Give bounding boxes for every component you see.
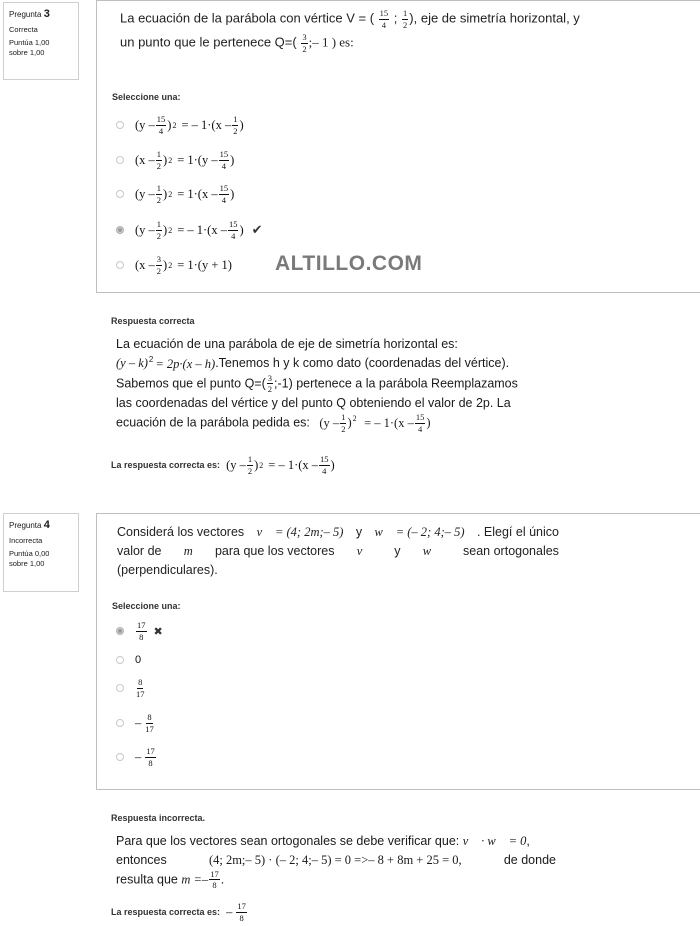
fraction: $\frac{1}{2}$ bbox=[341, 412, 346, 434]
answer-option-d[interactable]: (y – $\frac{1}{2}$ ) 2 = – 1·(x – $\frac{15}{4}$ ) ✔ bbox=[116, 220, 263, 240]
fraction: $\frac{8}{17}$ bbox=[145, 712, 154, 734]
select-one-label: Seleccione una: bbox=[112, 92, 181, 102]
question-line-2: un punto que le pertenece Q=( $\frac{3}{2}$ ;– 1 ) es: bbox=[120, 32, 354, 54]
question-text-3 bbox=[120, 9, 680, 53]
question-info-4 bbox=[3, 513, 79, 592]
radio-button[interactable] bbox=[116, 719, 124, 727]
fraction: $\frac{1}{2}$ bbox=[247, 454, 253, 476]
answer-option-b[interactable]: (x – $\frac{1}{2}$ ) 2 = 1·(y – $\frac{15}{4}$ ) bbox=[116, 150, 234, 170]
question-line-1: La ecuación de la parábola con vértice V = ( $\frac{15}{4}$ ; $\frac{1}{2}$ ), eje de simetría horizontal, y bbox=[120, 8, 580, 30]
fraction: $\frac{1}{2}$ bbox=[156, 183, 162, 205]
question-text-4: Considerá los vectores v⃗ = (4; 2m;– 5) y w⃗ = (– 2; 4;– 5) . Elegí el único valor de m para que los vectores v⃗ y w⃗ sean ortogonales (perpendiculares). bbox=[117, 525, 559, 577]
answer-option-a[interactable] bbox=[116, 621, 163, 641]
question-info-3 bbox=[3, 2, 79, 80]
question-score: Puntúa 0,00 sobre 1,00 bbox=[9, 548, 50, 569]
question-status: Correcta bbox=[9, 24, 38, 34]
answer-option-a[interactable]: (y – $\frac{15}{4}$ ) 2 = – 1·(x – $\frac{1}{2}$ ) bbox=[116, 115, 244, 135]
fraction: $\frac{3}{2}$ bbox=[302, 32, 307, 54]
fraction: $\frac{17}{8}$ bbox=[237, 901, 246, 923]
radio-button[interactable] bbox=[116, 156, 124, 164]
radio-button[interactable] bbox=[116, 261, 124, 269]
answer-option-e[interactable]: – $\frac{17}{8}$ bbox=[116, 747, 157, 767]
radio-button[interactable] bbox=[116, 753, 124, 761]
select-one-label: Seleccione una: bbox=[112, 601, 181, 611]
question-number: Pregunta 3 bbox=[9, 8, 50, 20]
feedback-text: Para que los vectores sean ortogonales se debe verificar que: v⃗ · w⃗ = 0, entonces (4; 2m;– 5) · (– 2; 4;– 5) = 0 =>– 8 + 8m + 25 = 0, de donde resulta que m =– $\frac{17}{8}$ . bbox=[116, 834, 556, 890]
fraction: $\frac{3}{2}$ bbox=[156, 254, 162, 276]
radio-button[interactable] bbox=[116, 121, 124, 129]
checkmark-icon: ✔ bbox=[251, 222, 263, 238]
fraction: $\frac{17}{8}$ bbox=[137, 620, 146, 642]
fraction: $\frac{15}{4}$ bbox=[320, 454, 329, 476]
answer-option-c[interactable]: (y – $\frac{1}{2}$ ) 2 = 1·(x – $\frac{15}{4}$ ) bbox=[116, 184, 234, 204]
fraction: $\frac{15}{4}$ bbox=[379, 8, 389, 30]
fraction: $\frac{15}{4}$ bbox=[219, 183, 229, 205]
fraction: $\frac{8}{17}$ bbox=[136, 677, 145, 699]
correct-answer: La respuesta correcta es: – $\frac{17}{8}$ bbox=[111, 901, 246, 923]
radio-button[interactable] bbox=[116, 656, 124, 664]
fraction: $\frac{1}{2}$ bbox=[403, 8, 408, 30]
fraction: $\frac{15}{4}$ bbox=[219, 149, 229, 171]
question-score: Puntúa 1,00 sobre 1,00 bbox=[9, 37, 50, 58]
radio-button[interactable] bbox=[116, 190, 124, 198]
feedback-label: Respuesta correcta bbox=[111, 316, 195, 326]
fraction: $\frac{1}{2}$ bbox=[233, 114, 238, 136]
fraction: $\frac{1}{2}$ bbox=[156, 219, 162, 241]
radio-button-selected[interactable] bbox=[116, 627, 124, 635]
answer-option-c[interactable] bbox=[116, 678, 146, 698]
radio-button-selected[interactable] bbox=[116, 226, 124, 234]
cross-icon: ✖ bbox=[153, 624, 163, 638]
question-number: Pregunta 4 bbox=[9, 519, 50, 531]
feedback-text: La ecuación de una parábola de eje de simetría horizontal es: (y – k)$^2$ = 2p·(x – h).Tenemos h y k como dato (coordenadas del vértice). Sabemos que el punto Q=( $\frac{3}{2}$ ;-1) pertenece a la parábola Reemplazamos las coordenadas del vértice y del punto Q obteniendo el valor de 2p. La ecuación de la parábola pedida es: (y – $\frac{1}{2}$ )$^2$ = – 1·(x – $\frac{15}{4}$ ) bbox=[116, 337, 518, 434]
fraction: $\frac{15}{4}$ bbox=[228, 219, 238, 241]
question-status: Incorrecta bbox=[9, 535, 43, 545]
fraction: $\frac{17}{8}$ bbox=[146, 746, 155, 768]
watermark-logo: ALTILLO.COM bbox=[275, 252, 423, 275]
answer-option-d[interactable]: – $\frac{8}{17}$ bbox=[116, 713, 155, 733]
fraction: $\frac{15}{4}$ bbox=[415, 412, 425, 434]
correct-answer: La respuesta correcta es: (y – $\frac{1}{2}$ ) 2 = – 1·(x – $\frac{15}{4}$ ) bbox=[111, 454, 335, 476]
answer-option-e[interactable]: (x – $\frac{3}{2}$ ) 2 = 1·(y + 1) bbox=[116, 255, 232, 275]
fraction: $\frac{3}{2}$ bbox=[267, 372, 272, 395]
radio-button[interactable] bbox=[116, 684, 124, 692]
fraction: $\frac{1}{2}$ bbox=[156, 149, 162, 171]
fraction: $\frac{15}{4}$ bbox=[156, 114, 166, 136]
fraction: $\frac{17}{8}$ bbox=[210, 868, 219, 890]
feedback-label: Respuesta incorrecta. bbox=[111, 813, 206, 823]
answer-option-b[interactable]: 0 bbox=[116, 654, 141, 666]
